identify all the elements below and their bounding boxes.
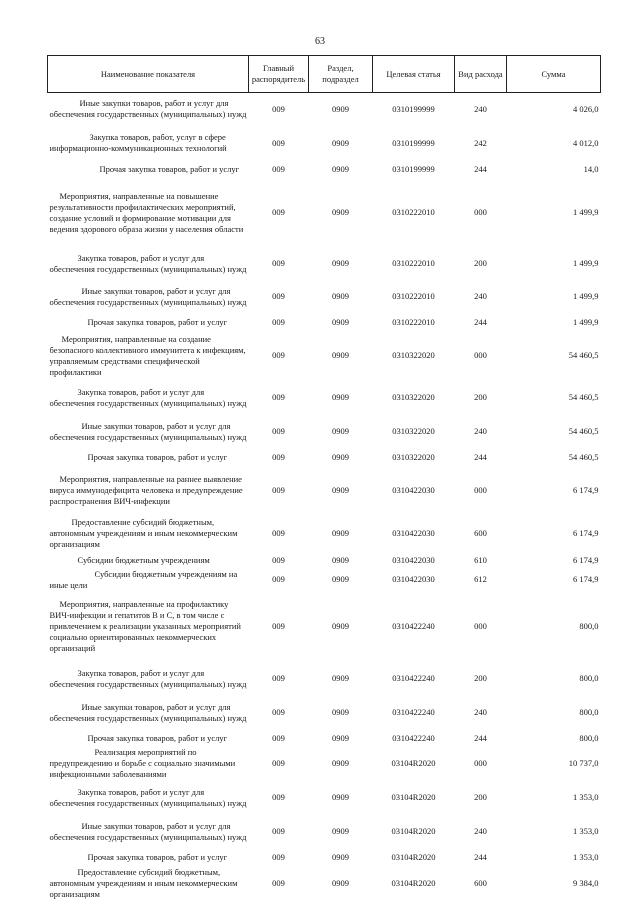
- row-name: Мероприятия, направленные на повышение результативности профилактических мероприятий, создание условий и формирование мотивации для ведения здорового образа жизни у населения области: [49, 190, 244, 234]
- row-sum: 800,0: [579, 732, 599, 743]
- row-section: 0909: [332, 426, 349, 436]
- table-row: [48, 126, 601, 161]
- table-row: [48, 381, 601, 415]
- row-section: 0909: [332, 451, 349, 462]
- row-type: 200: [474, 392, 487, 402]
- row-name: Мероприятия, направленные на создание безопасного коллективного иммунитета к инфекциям, управляемым средствами специфической профилактики: [49, 333, 246, 377]
- row-article: 0310322020: [392, 451, 435, 462]
- row-grbs: 009: [272, 291, 285, 301]
- row-article: 03104R2020: [391, 758, 436, 768]
- row-sum: 10 737,0: [568, 758, 599, 768]
- header-section: Раздел, подраздел: [309, 56, 373, 93]
- row-grbs: 009: [272, 426, 285, 436]
- row-sum: 14,0: [583, 163, 599, 174]
- row-sum: 6 174,9: [573, 554, 599, 565]
- row-article: 03104R2020: [391, 878, 436, 888]
- header-article: Целевая статья: [373, 56, 455, 93]
- table-row: [48, 161, 601, 178]
- row-article: 0310422030: [392, 574, 435, 584]
- row-article: 0310199999: [392, 137, 435, 148]
- row-sum: 54 460,5: [568, 392, 599, 402]
- row-type: 244: [474, 451, 487, 462]
- row-grbs: 009: [272, 554, 285, 565]
- budget-table: [47, 55, 601, 902]
- row-article: 0310422240: [392, 732, 435, 743]
- row-type: 600: [474, 878, 487, 888]
- row-article: 0310199999: [392, 103, 435, 114]
- row-name: Закупка товаров, работ и услуг для обеспечения государственных (муниципальных) нужд: [49, 252, 247, 274]
- header-type: Вид расхода: [455, 56, 507, 93]
- header-name: Наименование показателя: [48, 56, 249, 93]
- row-name: Иные закупки товаров, работ и услуг для обеспечения государственных (муниципальных) нужд: [49, 98, 247, 120]
- row-name: Прочая закупка товаров, работ и услуг: [87, 451, 228, 462]
- row-grbs: 009: [272, 103, 285, 114]
- row-type: 240: [474, 707, 487, 717]
- row-sum: 6 174,9: [573, 485, 599, 495]
- table-header-row: [48, 56, 601, 93]
- table-row: [48, 696, 601, 730]
- row-name: Прочая закупка товаров, работ и услуг: [99, 163, 240, 174]
- table-row: [48, 93, 601, 126]
- row-grbs: 009: [272, 207, 285, 217]
- row-name: Иные закупки товаров, работ и услуг для обеспечения государственных (муниципальных) нужд: [49, 820, 247, 842]
- row-article: 0310222010: [392, 258, 435, 268]
- row-grbs: 009: [272, 732, 285, 743]
- table-row: [48, 178, 601, 248]
- row-type: 000: [474, 620, 487, 631]
- row-name: Предоставление субсидий бюджетным, автономным учреждениям и иным некоммерческим организациям: [49, 867, 238, 899]
- table-row: [48, 331, 601, 381]
- row-article: 0310422030: [392, 528, 435, 538]
- row-grbs: 009: [272, 851, 285, 862]
- row-section: 0909: [332, 163, 349, 174]
- row-sum: 4 012,0: [573, 137, 599, 148]
- row-section: 0909: [332, 392, 349, 402]
- table-row: [48, 516, 601, 552]
- row-type: 200: [474, 792, 487, 802]
- table-row: [48, 248, 601, 280]
- row-article: 03104R2020: [391, 851, 436, 862]
- row-name: Мероприятия, направленные на раннее выявление вируса иммунодефицита человека и предупреждение распространения ВИЧ-инфекции: [49, 474, 243, 506]
- row-article: 0310222010: [392, 291, 435, 301]
- table-row: [48, 866, 601, 902]
- row-grbs: 009: [272, 826, 285, 836]
- row-name: Предоставление субсидий бюджетным, автономным учреждениям и иным некоммерческим организациям: [49, 517, 238, 549]
- row-type: 000: [474, 758, 487, 768]
- row-section: 0909: [332, 291, 349, 301]
- row-type: 600: [474, 528, 487, 538]
- table-row: [48, 552, 601, 569]
- row-article: 0310422030: [392, 485, 435, 495]
- row-name: Прочая закупка товаров, работ и услуг: [87, 851, 228, 862]
- row-section: 0909: [332, 707, 349, 717]
- table-row: [48, 747, 601, 781]
- row-type: 610: [474, 554, 487, 565]
- row-name: Мероприятия, направленные на профилактику ВИЧ-инфекции и гепатитов В и С, в том числе с привлечением к реализации указанных мероприятий социально ориентированных некоммерческих организаций: [49, 598, 241, 653]
- row-section: 0909: [332, 554, 349, 565]
- row-name: Иные закупки товаров, работ и услуг для обеспечения государственных (муниципальных) нужд: [49, 420, 247, 442]
- row-type: 244: [474, 732, 487, 743]
- row-article: 03104R2020: [391, 826, 436, 836]
- row-name: Реализация мероприятий по предупреждению и борьбе с социально значимыми инфекционными заболеваниями: [49, 747, 236, 779]
- table-row: [48, 730, 601, 747]
- row-type: 000: [474, 207, 487, 217]
- table-row: [48, 569, 601, 591]
- row-sum: 54 460,5: [568, 350, 599, 360]
- row-name: Иные закупки товаров, работ и услуг для обеспечения государственных (муниципальных) нужд: [49, 285, 247, 307]
- row-sum: 800,0: [579, 620, 599, 631]
- row-name: Закупка товаров, работ и услуг для обеспечения государственных (муниципальных) нужд: [49, 386, 247, 408]
- row-name: Закупка товаров, работ и услуг для обеспечения государственных (муниципальных) нужд: [49, 786, 247, 808]
- table-row: [48, 662, 601, 696]
- row-section: 0909: [332, 103, 349, 114]
- table-row: [48, 449, 601, 466]
- row-grbs: 009: [272, 707, 285, 717]
- row-sum: 800,0: [579, 673, 599, 683]
- row-section: 0909: [332, 732, 349, 743]
- row-grbs: 009: [272, 620, 285, 631]
- page-number: 63: [315, 36, 325, 47]
- row-sum: 1 499,9: [573, 316, 599, 327]
- row-section: 0909: [332, 528, 349, 538]
- row-section: 0909: [332, 350, 349, 360]
- row-type: 244: [474, 851, 487, 862]
- row-article: 03104R2020: [391, 792, 436, 802]
- row-section: 0909: [332, 137, 349, 148]
- row-article: 0310422030: [392, 554, 435, 565]
- row-type: 000: [474, 485, 487, 495]
- row-section: 0909: [332, 758, 349, 768]
- header-grbs: Главный распорядитель: [249, 56, 309, 93]
- row-sum: 1 353,0: [573, 792, 599, 802]
- row-article: 0310322020: [392, 426, 435, 436]
- table-row: [48, 815, 601, 849]
- row-type: 000: [474, 350, 487, 360]
- row-sum: 9 384,0: [573, 878, 599, 888]
- row-sum: 4 026,0: [573, 103, 599, 114]
- row-type: 244: [474, 163, 487, 174]
- row-grbs: 009: [272, 163, 285, 174]
- table-row: [48, 415, 601, 449]
- table-row: [48, 781, 601, 815]
- row-grbs: 009: [272, 758, 285, 768]
- row-type: 240: [474, 103, 487, 114]
- row-name: Прочая закупка товаров, работ и услуг: [87, 316, 228, 327]
- row-article: 0310422240: [392, 707, 435, 717]
- row-grbs: 009: [272, 392, 285, 402]
- row-section: 0909: [332, 316, 349, 327]
- row-section: 0909: [332, 207, 349, 217]
- table-row: [48, 314, 601, 331]
- row-section: 0909: [332, 878, 349, 888]
- row-sum: 1 499,9: [573, 207, 599, 217]
- row-section: 0909: [332, 826, 349, 836]
- row-sum: 800,0: [579, 707, 599, 717]
- row-type: 200: [474, 258, 487, 268]
- row-grbs: 009: [272, 485, 285, 495]
- row-grbs: 009: [272, 673, 285, 683]
- row-sum: 1 499,9: [573, 291, 599, 301]
- row-name: Прочая закупка товаров, работ и услуг: [87, 732, 228, 743]
- row-grbs: 009: [272, 258, 285, 268]
- row-section: 0909: [332, 792, 349, 802]
- header-sum: Сумма: [507, 56, 601, 93]
- row-article: 0310222010: [392, 316, 435, 327]
- table-row: [48, 591, 601, 662]
- table-row: [48, 280, 601, 314]
- row-name: Иные закупки товаров, работ и услуг для обеспечения государственных (муниципальных) нужд: [49, 701, 247, 723]
- row-type: 242: [474, 137, 487, 148]
- table-row: [48, 466, 601, 516]
- row-type: 244: [474, 316, 487, 327]
- row-grbs: 009: [272, 451, 285, 462]
- row-type: 612: [474, 574, 487, 584]
- row-sum: 1 499,9: [573, 258, 599, 268]
- row-sum: 1 353,0: [573, 826, 599, 836]
- row-name: Закупка товаров, работ, услуг в сфере информационно-коммуникационных технологий: [49, 132, 227, 153]
- row-name: Субсидии бюджетным учреждениям на иные цели: [49, 568, 238, 590]
- row-grbs: 009: [272, 574, 285, 584]
- row-article: 0310222010: [392, 207, 435, 217]
- row-section: 0909: [332, 620, 349, 631]
- row-grbs: 009: [272, 137, 285, 148]
- row-article: 0310422240: [392, 620, 435, 631]
- row-section: 0909: [332, 258, 349, 268]
- row-name: Закупка товаров, работ и услуг для обеспечения государственных (муниципальных) нужд: [49, 667, 247, 689]
- row-section: 0909: [332, 851, 349, 862]
- row-type: 240: [474, 291, 487, 301]
- row-section: 0909: [332, 485, 349, 495]
- row-sum: 54 460,5: [568, 426, 599, 436]
- row-type: 240: [474, 826, 487, 836]
- row-article: 0310199999: [392, 163, 435, 174]
- row-grbs: 009: [272, 350, 285, 360]
- row-article: 0310422240: [392, 673, 435, 683]
- row-grbs: 009: [272, 528, 285, 538]
- row-type: 240: [474, 426, 487, 436]
- table-row: [48, 849, 601, 866]
- row-section: 0909: [332, 574, 349, 584]
- row-name: Субсидии бюджетным учреждениям: [77, 554, 210, 565]
- row-article: 0310322020: [392, 392, 435, 402]
- row-grbs: 009: [272, 792, 285, 802]
- row-section: 0909: [332, 673, 349, 683]
- row-article: 0310322020: [392, 350, 435, 360]
- row-sum: 6 174,9: [573, 528, 599, 538]
- row-type: 200: [474, 673, 487, 683]
- row-sum: 1 353,0: [573, 851, 599, 862]
- row-grbs: 009: [272, 878, 285, 888]
- row-sum: 54 460,5: [568, 451, 599, 462]
- row-grbs: 009: [272, 316, 285, 327]
- row-sum: 6 174,9: [573, 574, 599, 584]
